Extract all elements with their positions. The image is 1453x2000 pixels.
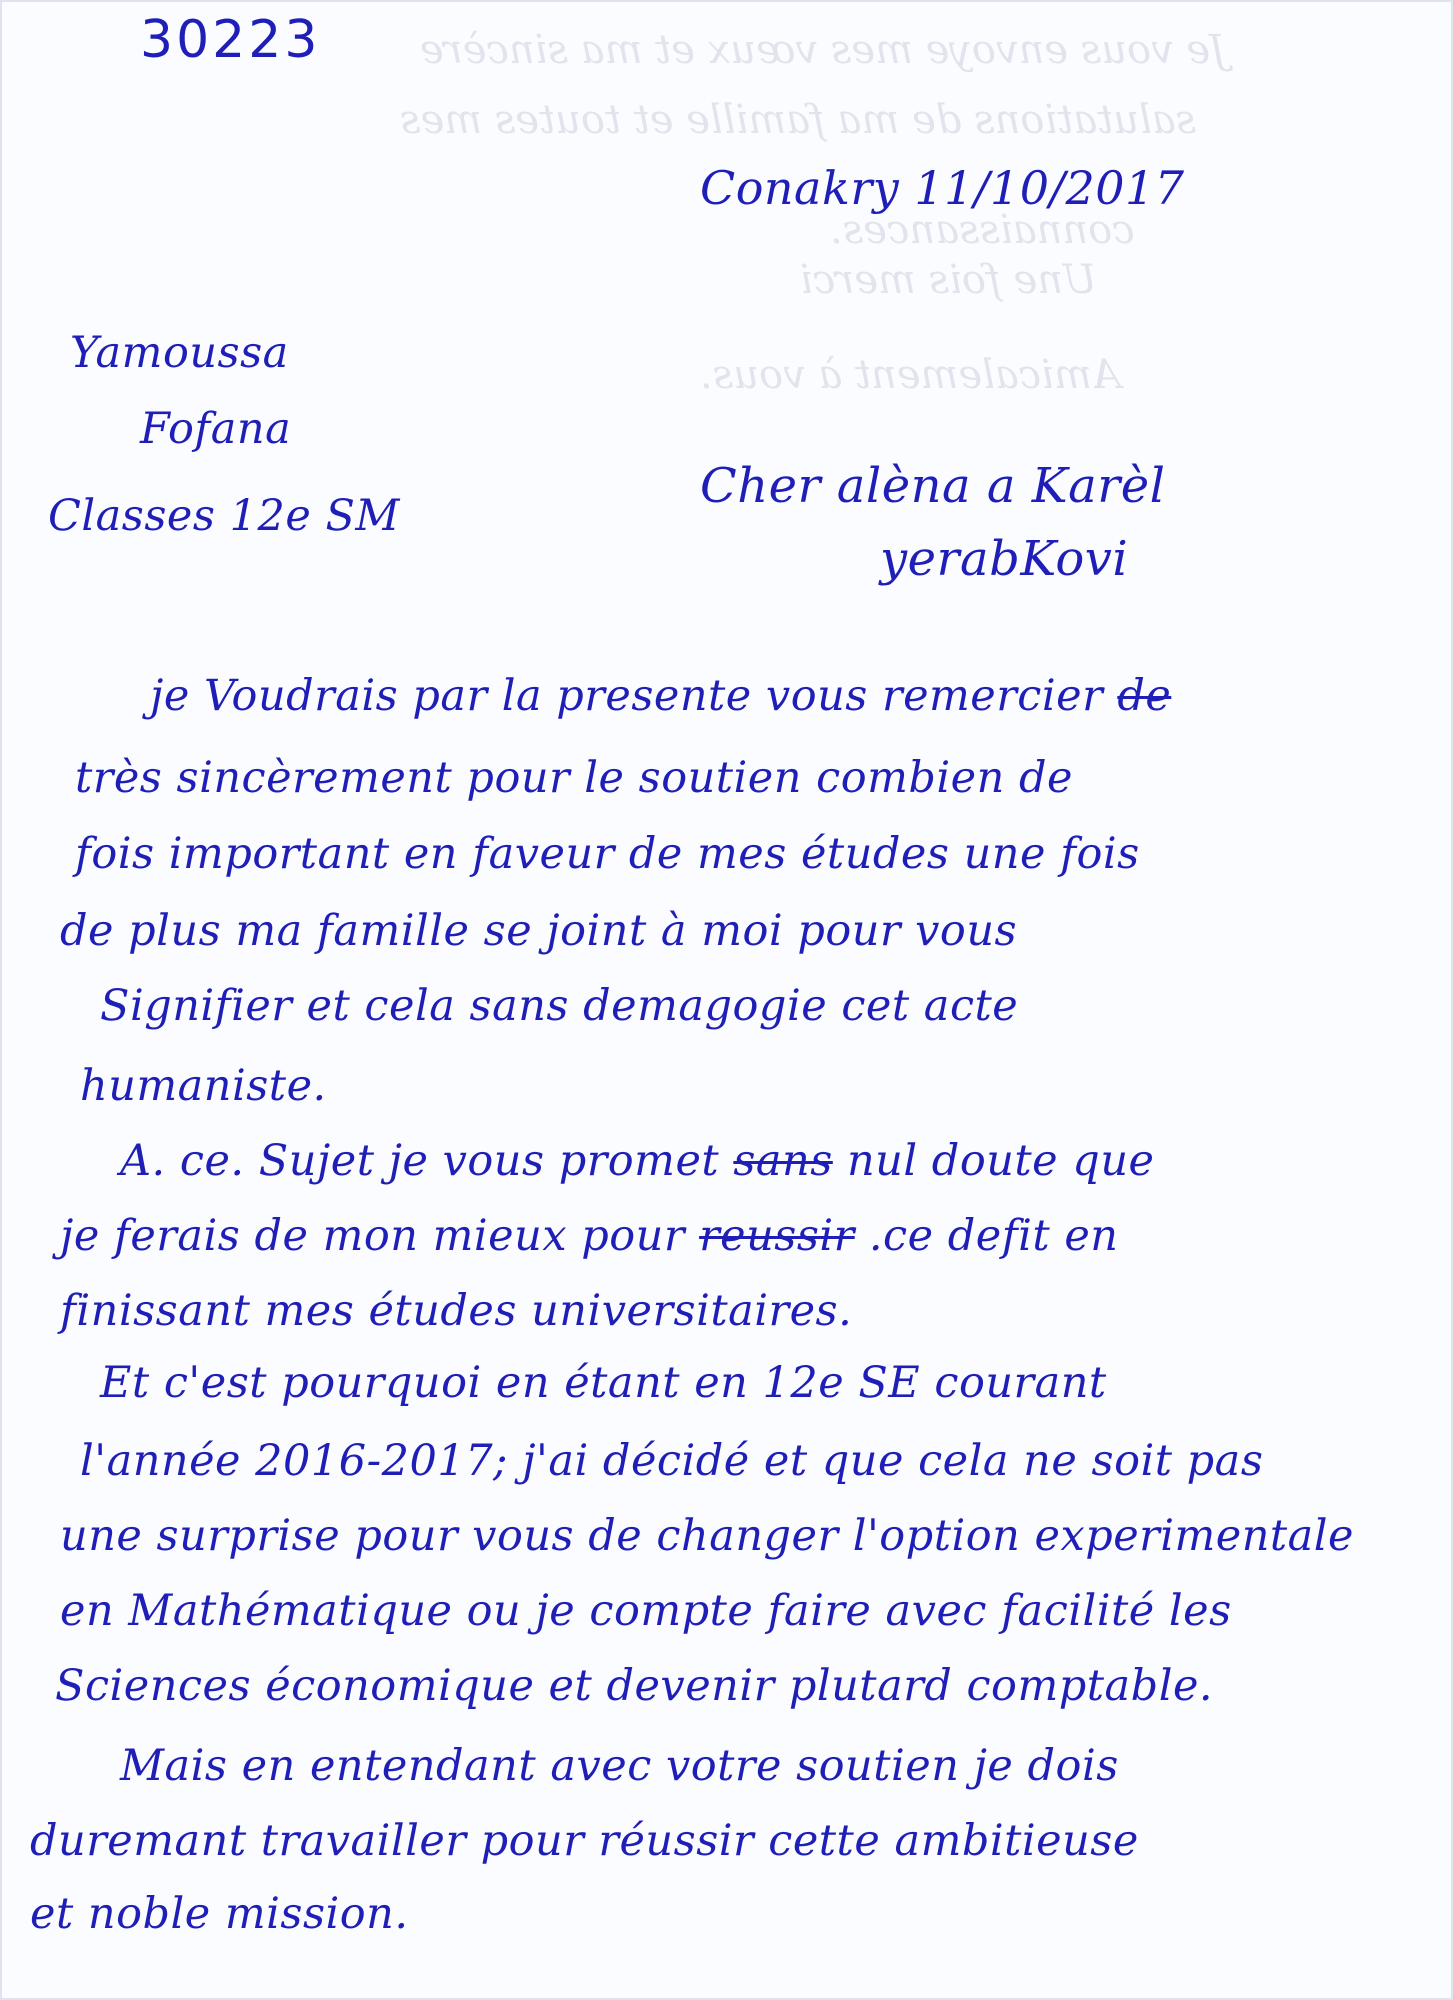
body-line: Et c'est pourquoi en étant en 12e SE courant <box>100 1358 1107 1408</box>
body-line: l'année 2016-2017; j'ai décidé et que cela ne soit pas <box>80 1436 1264 1486</box>
body-line: humaniste. <box>80 1061 327 1111</box>
show-through-line: salutations de ma famille et toutes mes <box>400 97 1197 143</box>
body-line: Sciences économique et devenir plutard comptable. <box>55 1661 1214 1711</box>
body-line: et noble mission. <box>30 1889 409 1939</box>
show-through-line: Je vous envoye mes vœux et ma sincère <box>420 27 1227 73</box>
body-line: finissant mes études universitaires. <box>60 1286 853 1336</box>
body-line: je Voudrais par la presente vous remercier de <box>150 671 1172 721</box>
show-through-line: Une fois merci <box>800 257 1097 303</box>
body-line: je ferais de mon mieux pour reussir .ce defit en <box>60 1211 1119 1261</box>
reference-number: 30223 <box>140 10 321 70</box>
body-line: de plus ma famille se joint à moi pour vous <box>60 906 1018 956</box>
greeting-line-1: Cher alèna a Karèl <box>700 458 1166 514</box>
show-through-line: connaissances. <box>830 207 1135 253</box>
body-line: Mais en entendant avec votre soutien je dois <box>120 1741 1119 1791</box>
sender-first-name: Yamoussa <box>70 328 289 378</box>
sender-last-name: Fofana <box>140 404 292 454</box>
body-line: fois important en faveur de mes études une fois <box>75 829 1140 879</box>
body-line: A. ce. Sujet je vous promet sans nul doute que <box>120 1136 1155 1186</box>
struck-word: de <box>1117 671 1172 721</box>
place-date: Conakry 11/10/2017 <box>700 161 1185 215</box>
body-line: en Mathématique ou je compte faire avec facilité les <box>60 1586 1232 1636</box>
body-line: très sincèrement pour le soutien combien de <box>75 753 1073 803</box>
greeting-line-2: yerabKovi <box>880 531 1129 587</box>
body-line: Signifier et cela sans demagogie cet acte <box>100 981 1019 1031</box>
struck-word: reussir <box>699 1211 855 1261</box>
struck-word: sans <box>733 1136 833 1186</box>
show-through-line: Amicalement à vous. <box>700 352 1121 398</box>
body-line: duremant travailler pour réussir cette ambitieuse <box>30 1816 1139 1866</box>
sender-class: Classes 12e SM <box>48 491 400 541</box>
body-line: une surprise pour vous de changer l'option experimentale <box>60 1511 1355 1561</box>
